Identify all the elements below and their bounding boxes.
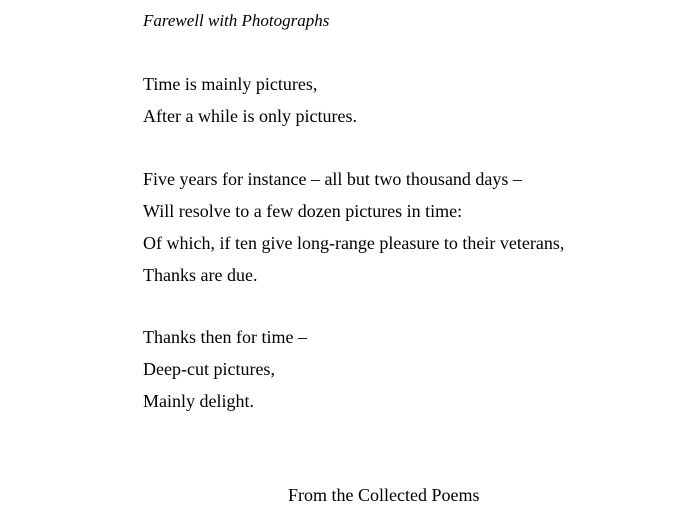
poem-line: Deep-cut pictures, [143, 359, 275, 379]
poem-line: Will resolve to a few dozen pictures in time: [143, 201, 463, 221]
poem-line: After a while is only pictures. [143, 106, 357, 126]
stanza-3 [143, 321, 307, 417]
stanza-1 [143, 68, 357, 132]
poem-line: Thanks are due. [143, 265, 258, 285]
stanza-2 [143, 163, 564, 291]
poem-line: Thanks then for time – [143, 327, 307, 347]
poem-line: Of which, if ten give long-range pleasure to their veterans, [143, 233, 565, 253]
poem-source: From the Collected Poems [288, 485, 480, 505]
poem-title: Farewell with Photographs [143, 11, 330, 30]
poem-line: Mainly delight. [143, 391, 254, 411]
poem-line: Time is mainly pictures, [143, 74, 318, 94]
poem-line: Five years for instance – all but two thousand days – [143, 169, 522, 189]
